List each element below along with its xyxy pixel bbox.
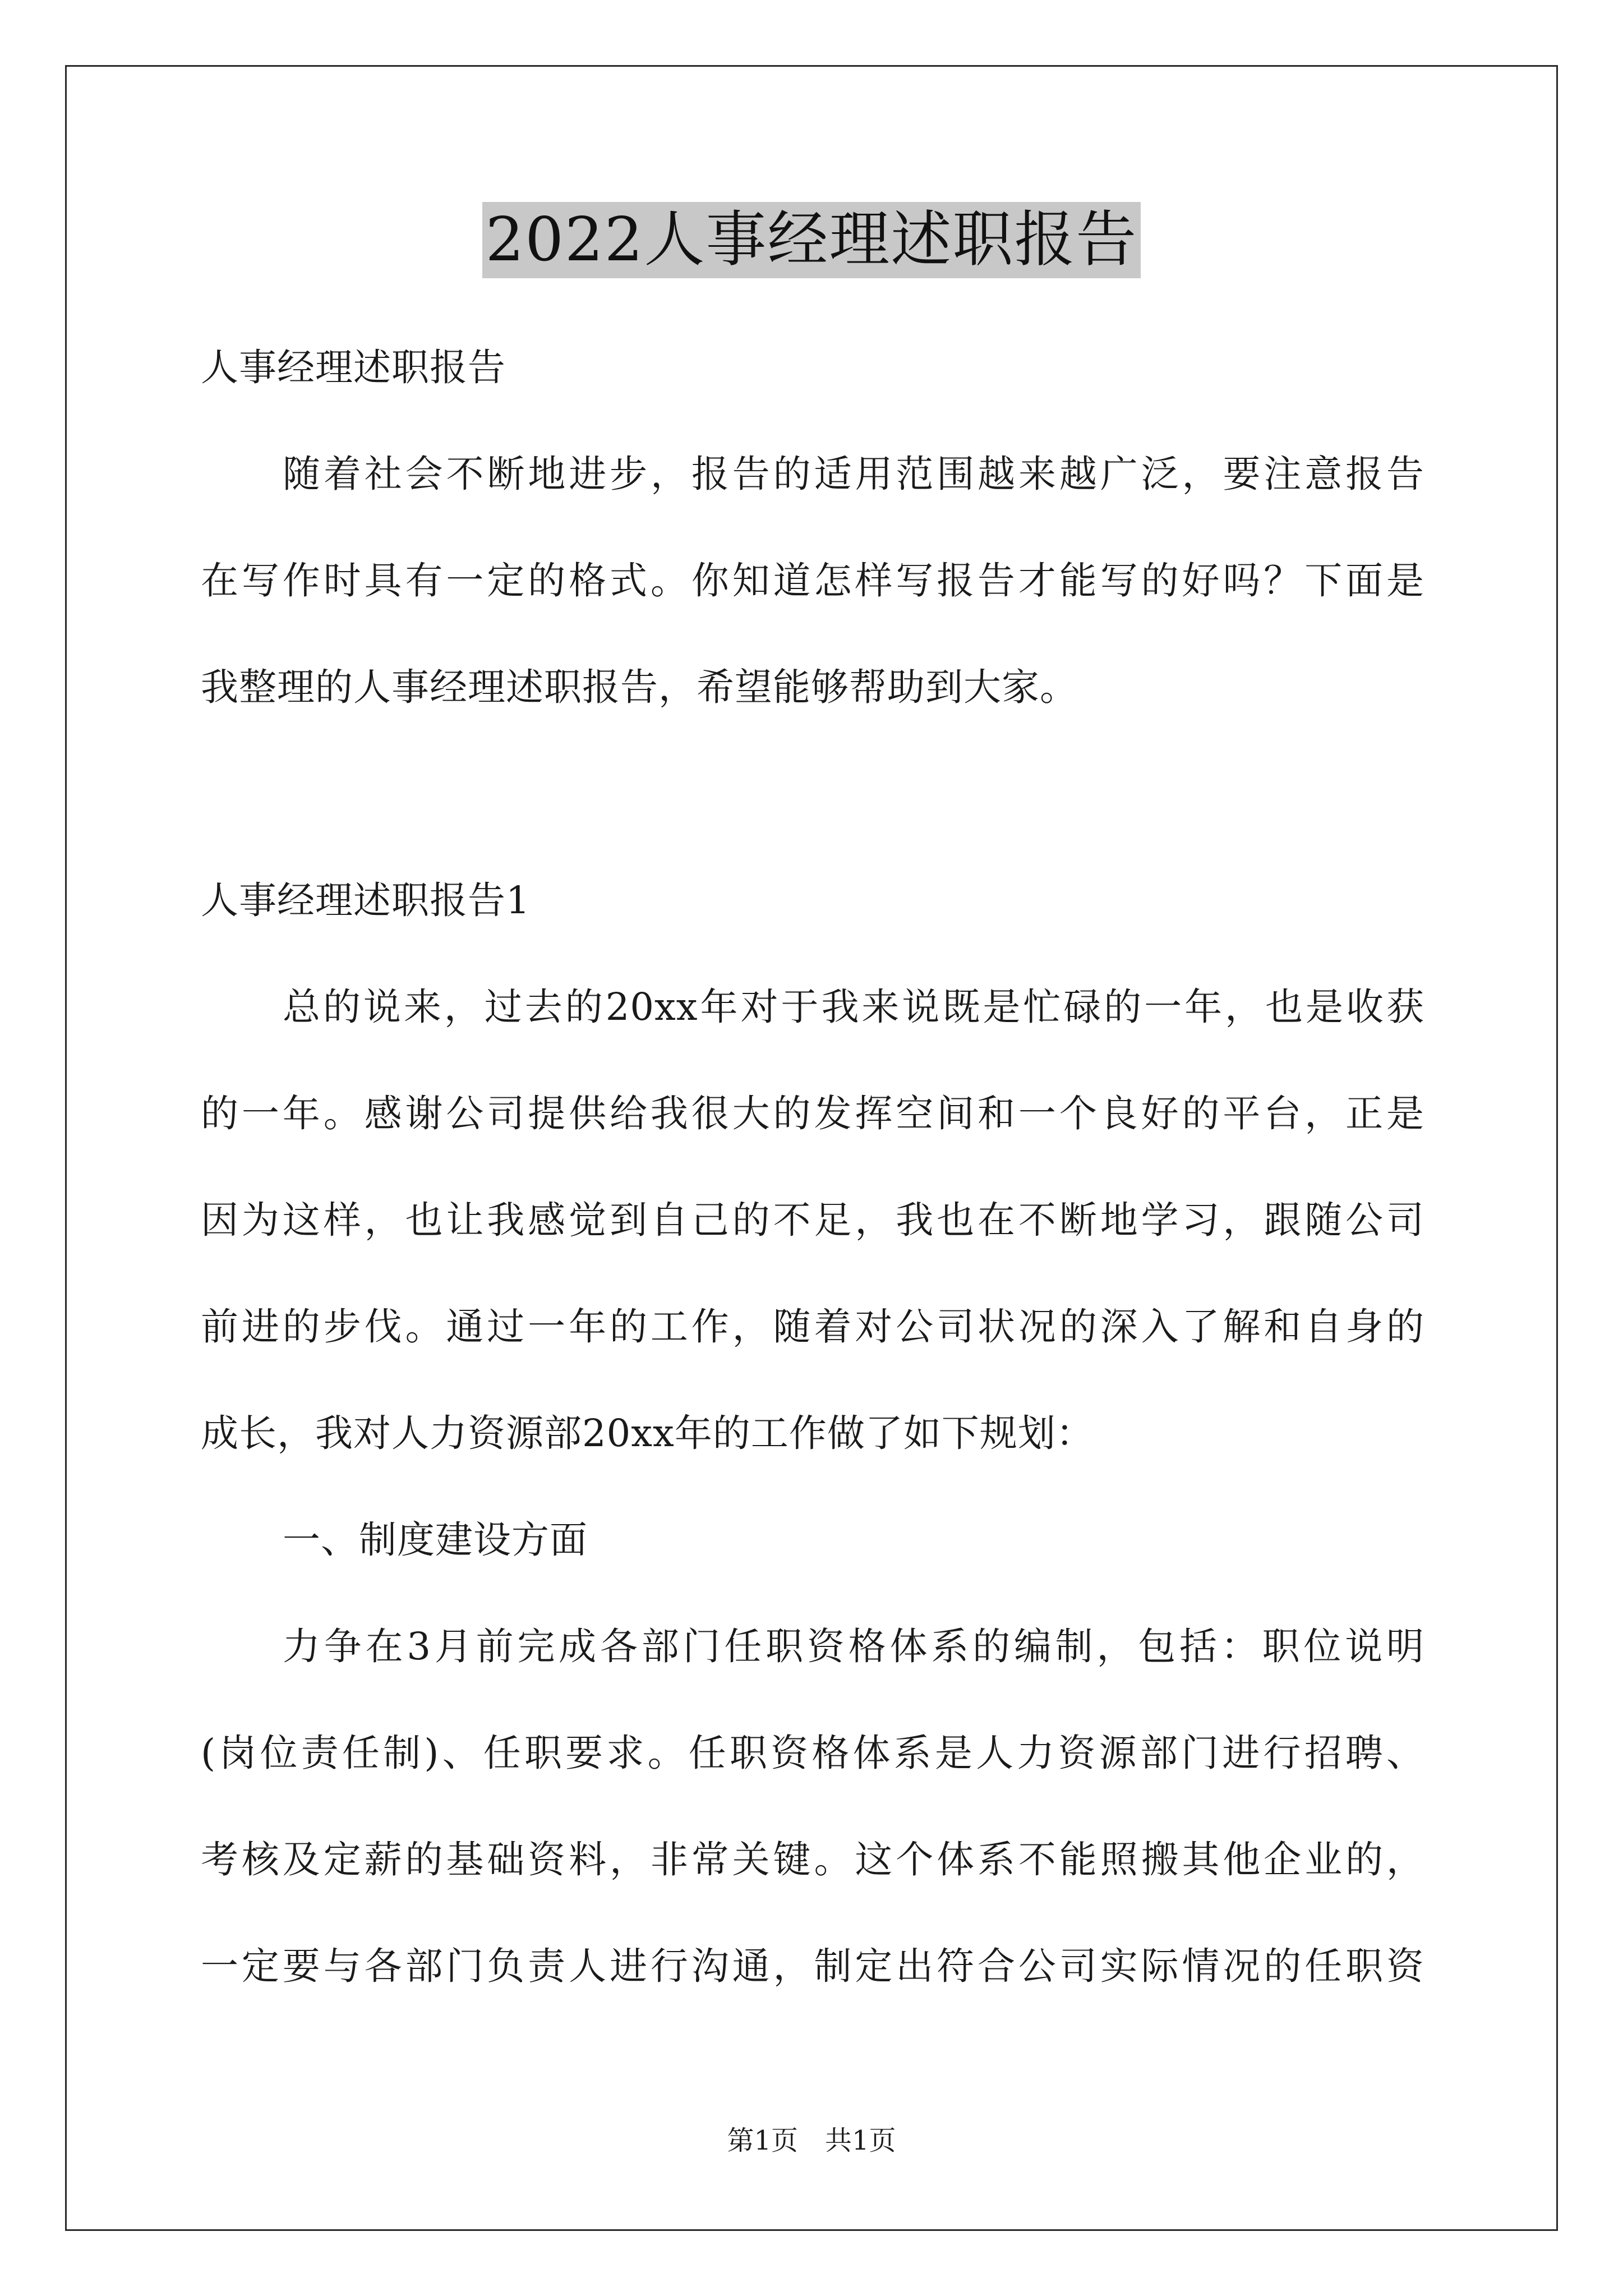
paragraph-line: 前进的步伐。通过一年的工作，随着对公司状况的深入了解和自身的: [201, 1305, 1424, 1349]
paragraph-line: 在写作时具有一定的格式。你知道怎样写报告才能写的好吗？下面是: [201, 559, 1424, 602]
paragraph-line: 考核及定薪的基础资料，非常关键。这个体系不能照搬其他企业的，: [201, 1838, 1424, 1881]
subsection-heading: 一、制度建设方面: [283, 1518, 588, 1562]
paragraph-line: 我整理的人事经理述职报告，希望能够帮助到大家。: [201, 665, 1078, 709]
paragraph-line: 成长，我对人力资源部20xx年的工作做了如下规划：: [201, 1411, 1094, 1455]
paragraph-line: 的一年。感谢公司提供给我很大的发挥空间和一个良好的平台，正是: [201, 1092, 1424, 1135]
blank-line: [201, 740, 1424, 847]
section-heading: 人事经理述职报告1: [201, 878, 531, 922]
document-title: 2022人事经理述职报告: [482, 202, 1141, 278]
document-body: [201, 314, 1424, 2019]
paragraph-line: 总的说来，过去的20xx年对于我来说既是忙碌的一年，也是收获: [283, 985, 1424, 1029]
title-container: [0, 202, 1623, 278]
paragraph-line: 因为这样，也让我感觉到自己的不足，我也在不断地学习，跟随公司: [201, 1198, 1424, 1242]
paragraph-line: (岗位责任制)、任职要求。任职资格体系是人力资源部门进行招聘、: [201, 1731, 1424, 1775]
paragraph-line: 力争在3月前完成各部门任职资格体系的编制，包括：职位说明: [283, 1625, 1424, 1668]
section-heading: 人事经理述职报告: [201, 346, 506, 389]
paragraph-line: 随着社会不断地进步，报告的适用范围越来越广泛，要注意报告: [283, 452, 1424, 496]
page-footer: 第1页 共1页: [727, 2125, 896, 2156]
paragraph-line: 一定要与各部门负责人进行沟通，制定出符合公司实际情况的任职资: [201, 1944, 1424, 1988]
